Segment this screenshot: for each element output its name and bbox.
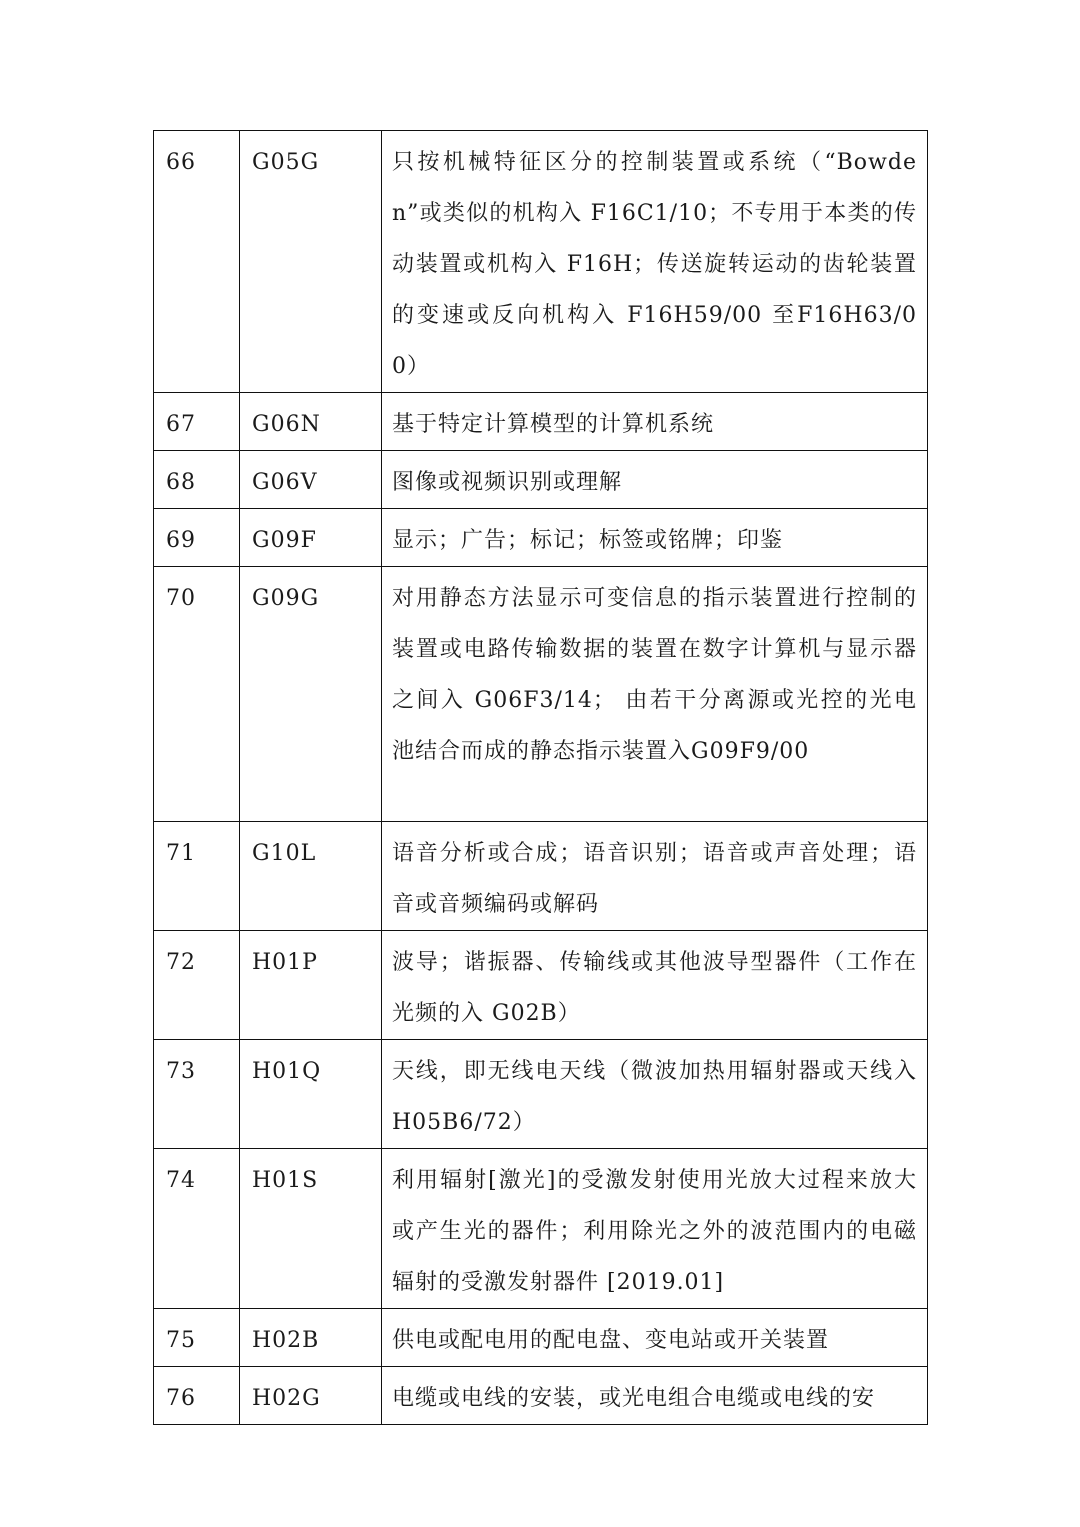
table-row [154,131,928,393]
classification-code: G10L [240,822,382,931]
table-row [154,1149,928,1309]
classification-code: G06N [240,393,382,451]
table-row [154,451,928,509]
row-number: 72 [154,931,240,1040]
table-row [154,822,928,931]
classification-code: H01P [240,931,382,1040]
classification-description: 天线，即无线电天线（微波加热用辐射器或天线入 H05B6/72） [382,1040,928,1149]
row-number: 70 [154,567,240,822]
classification-code: H01S [240,1149,382,1309]
row-number: 67 [154,393,240,451]
row-number: 71 [154,822,240,931]
row-number: 74 [154,1149,240,1309]
table-row [154,1040,928,1149]
classification-description: 对用静态方法显示可变信息的指示装置进行控制的装置或电路传输数据的装置在数字计算机与显示器之间入 G06F3/14； 由若干分离源或光控的光电池结合而成的静态指示装置入G09F9/00 [382,567,928,822]
classification-code: G06V [240,451,382,509]
row-number: 75 [154,1309,240,1367]
row-number: 73 [154,1040,240,1149]
classification-description: 图像或视频识别或理解 [382,451,928,509]
classification-description: 显示；广告；标记；标签或铭牌；印鉴 [382,509,928,567]
classification-table [153,130,928,1425]
classification-code: H02B [240,1309,382,1367]
classification-description: 只按机械特征区分的控制装置或系统（“Bowden”或类似的机构入 F16C1/10；不专用于本类的传动装置或机构入 F16H；传送旋转运动的齿轮装置的变速或反向机构入 F16H59/00 至F16H63/00） [382,131,928,393]
table-body [154,131,928,1425]
row-number: 76 [154,1367,240,1425]
table-row [154,393,928,451]
table-row [154,1367,928,1425]
row-number: 66 [154,131,240,393]
classification-code: H01Q [240,1040,382,1149]
table-row [154,567,928,822]
classification-description: 语音分析或合成；语音识别；语音或声音处理；语音或音频编码或解码 [382,822,928,931]
table-row [154,1309,928,1367]
table-row [154,509,928,567]
row-number: 69 [154,509,240,567]
classification-description: 电缆或电线的安装，或光电组合电缆或电线的安 [382,1367,928,1425]
classification-code: G05G [240,131,382,393]
classification-description: 基于特定计算模型的计算机系统 [382,393,928,451]
row-number: 68 [154,451,240,509]
classification-code: G09G [240,567,382,822]
classification-code: H02G [240,1367,382,1425]
classification-description: 利用辐射[激光]的受激发射使用光放大过程来放大或产生光的器件；利用除光之外的波范围内的电磁辐射的受激发射器件 [2019.01] [382,1149,928,1309]
classification-description: 波导；谐振器、传输线或其他波导型器件（工作在光频的入 G02B） [382,931,928,1040]
table-row [154,931,928,1040]
classification-description: 供电或配电用的配电盘、变电站或开关装置 [382,1309,928,1367]
classification-code: G09F [240,509,382,567]
